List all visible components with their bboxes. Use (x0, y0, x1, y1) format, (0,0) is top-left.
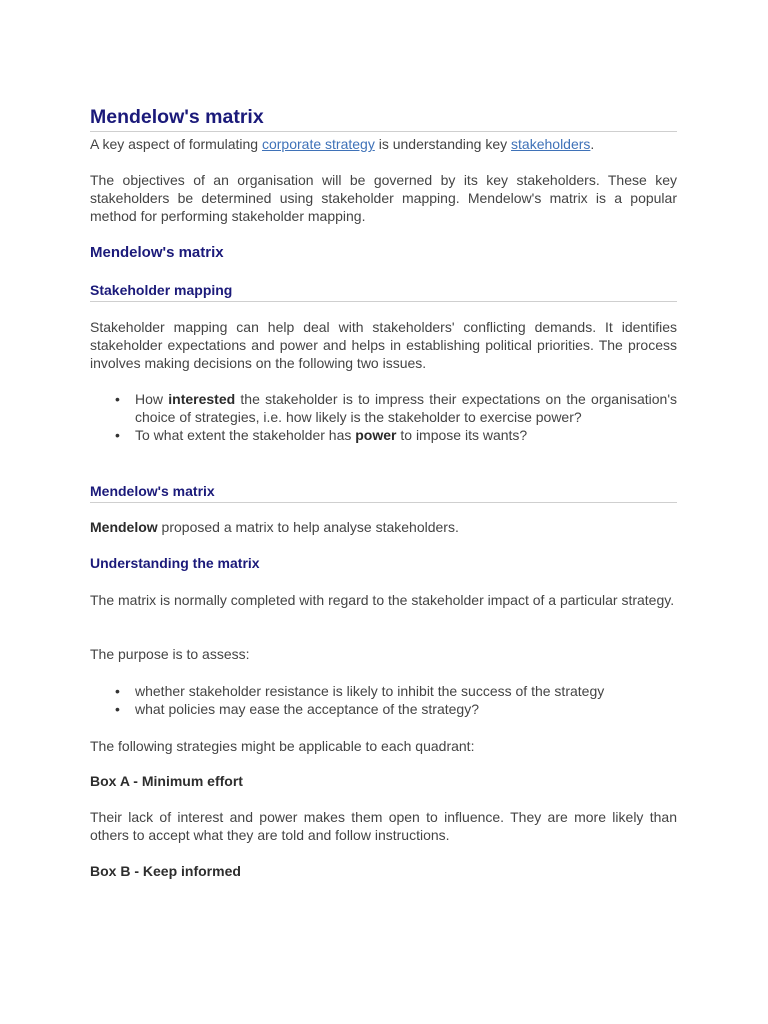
stakeholder-mapping-list (90, 390, 677, 444)
intro-middle: is understanding key (374, 136, 512, 152)
bullet-icon: • (115, 701, 120, 717)
bullet-icon: • (115, 391, 120, 407)
box-a-paragraph: Their lack of interest and power makes them open to influence. They are more likely than others to accept what they are told and follow instructions. (90, 809, 677, 843)
intro-suffix: . (590, 136, 595, 152)
corporate-strategy-link[interactable]: corporate strategy (261, 136, 375, 152)
bullet-pre: To what extent the stakeholder has (135, 427, 356, 443)
mendelow-bold: Mendelow (90, 519, 158, 535)
stakeholder-mapping-heading: Stakeholder mapping (90, 281, 677, 302)
list-item (90, 390, 677, 426)
purpose-list (90, 682, 677, 718)
section-heading: Mendelow's matrix (90, 244, 224, 261)
list-item (90, 682, 677, 700)
bullet-bold: power (355, 427, 397, 443)
bullet-text: whether stakeholder resistance is likely to inhibit the success of the strategy (135, 683, 605, 699)
understanding-paragraph: The matrix is normally completed with regard to the stakeholder impact of a particular strategy. (90, 592, 675, 608)
intro-prefix: A key aspect of formulating (90, 136, 262, 152)
stakeholders-link[interactable]: stakeholders (511, 136, 591, 152)
page-title: Mendelow's matrix (90, 105, 677, 132)
bullet-text: what policies may ease the acceptance of the strategy? (135, 701, 479, 717)
bullet-icon: • (115, 683, 120, 699)
bullet-bold: interested (168, 391, 236, 407)
purpose-paragraph: The purpose is to assess: (90, 646, 250, 662)
mendelow-rest: proposed a matrix to help analyse stakeholders. (157, 519, 459, 535)
intro-paragraph (90, 135, 677, 153)
box-a-heading: Box A - Minimum effort (90, 773, 243, 789)
stakeholder-mapping-paragraph: Stakeholder mapping can help deal with stakeholders' conflicting demands. It identifies stakeholder expectations and power and helps in establishing political priorities. The process involves making decisions on the following two issues. (90, 319, 677, 371)
list-item (90, 426, 677, 444)
bullet-pre: How (135, 391, 169, 407)
following-paragraph: The following strategies might be applicable to each quadrant: (90, 738, 475, 754)
bullet-post: to impose its wants? (396, 427, 528, 443)
understanding-heading: Understanding the matrix (90, 555, 260, 571)
mendelow-matrix-subheading: Mendelow's matrix (90, 482, 677, 503)
list-item (90, 700, 677, 718)
bullet-icon: • (115, 427, 120, 443)
box-b-heading: Box B - Keep informed (90, 863, 241, 879)
mendelow-paragraph (90, 518, 677, 536)
bullet-post: the stakeholder is to impress their expectations on the organisation's choice of strategies, i.e. how likely is the stakeholder to exercise power? (135, 391, 677, 425)
objectives-paragraph: The objectives of an organisation will be governed by its key stakeholders. These key stakeholders be determined using stakeholder mapping. Mendelow's matrix is a popular method for performing stakeholder mapping. (90, 172, 677, 224)
